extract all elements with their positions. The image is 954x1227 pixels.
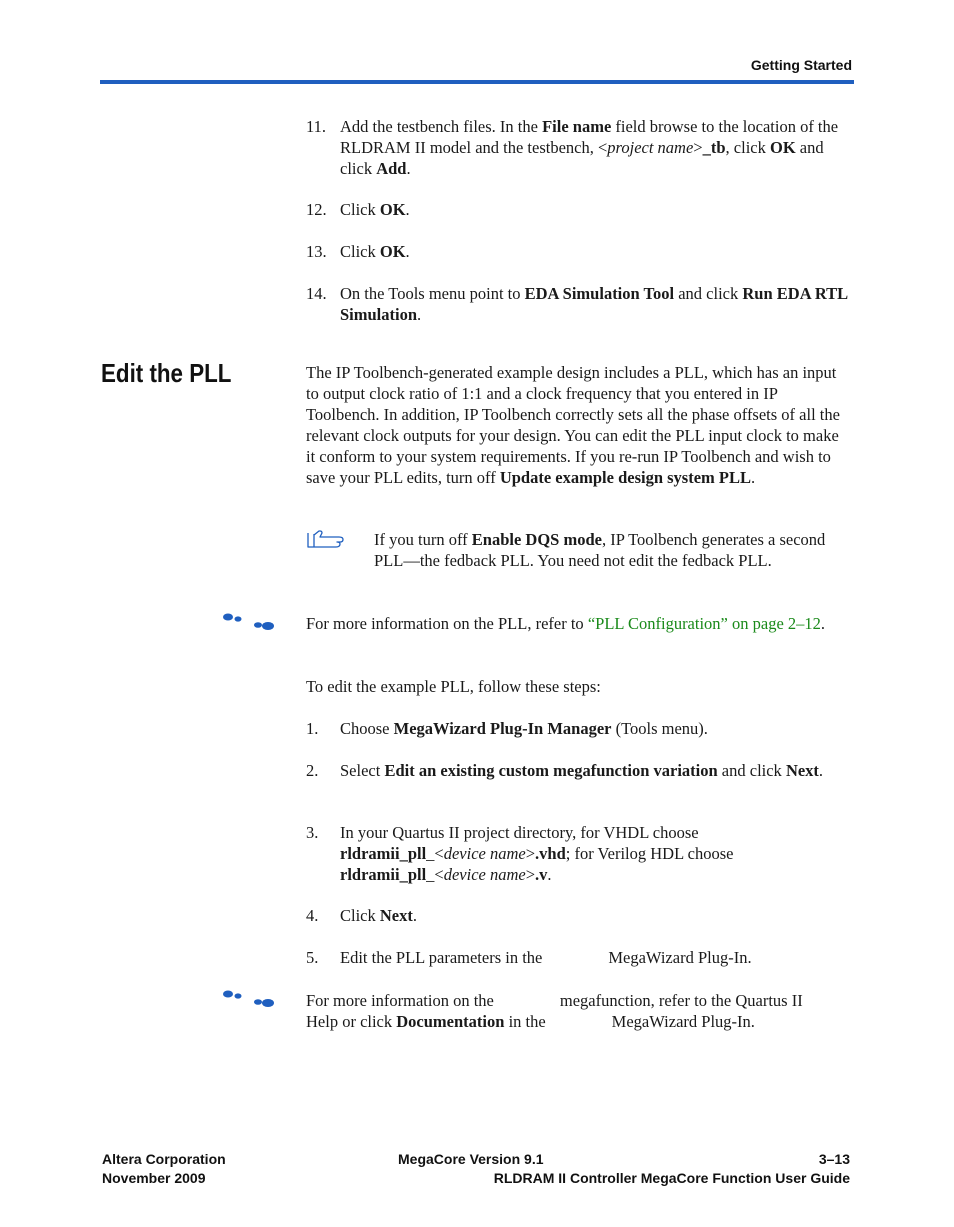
step-text: [340, 905, 850, 926]
text-run: and click: [340, 138, 824, 178]
text-run: , IP Toolbench generates a second PLL—the fedback PLL. You need not edit the fedback PLL.: [374, 530, 826, 570]
bold-term: Next: [379, 906, 413, 925]
text-run: .: [547, 865, 552, 884]
text-run: ; for Verilog HDL choose: [565, 844, 734, 863]
bold-term: Enable DQS mode: [471, 530, 602, 549]
step-number: 4.: [306, 906, 319, 925]
step-number: 11.: [306, 117, 327, 136]
step-number: 13.: [306, 242, 327, 261]
text-run: For more information on the PLL, refer to: [306, 614, 588, 633]
bold-term: Add: [376, 159, 407, 178]
step-14: [306, 283, 846, 327]
step-number: 14.: [306, 284, 327, 303]
bold-term: OK: [379, 242, 406, 261]
section-heading: Edit the PLL: [101, 358, 232, 388]
text-run: , click: [725, 138, 770, 157]
text-run: (Tools menu).: [611, 719, 708, 738]
step-3: [306, 822, 846, 888]
step-number: 3.: [306, 823, 319, 842]
text-run: Click: [340, 200, 380, 219]
bold-term: Documentation: [396, 1012, 505, 1031]
bold-term: MegaWizard Plug-In Manager: [393, 719, 612, 738]
bold-term: rldramii_pll: [340, 865, 427, 884]
text-run: and click: [717, 761, 786, 780]
steps-lead: To edit the example PLL, follow these steps:: [306, 677, 601, 696]
text-run: The IP Toolbench-generated example design includes a PLL, which has an input to output clock ratio of 1:1 and a clock frequency that you entered in IP Toolbench. In addition, IP Toolbench correctly sets all the phase offsets of all the relevant clock outputs for your design. You can edit the PLL input clock to make it conform to your system requirements. If you re-run IP Toolbench and wish to save your PLL edits, turn off: [306, 363, 840, 487]
reference-megafunction-help: [306, 990, 826, 1032]
text-run: .: [412, 906, 417, 925]
bold-term: File name: [542, 117, 612, 136]
note-text: [374, 529, 844, 571]
step-text: [340, 241, 850, 262]
footer-version: MegaCore Version 9.1: [398, 1151, 544, 1167]
bold-term: Run EDA RTL Simulation: [340, 284, 848, 324]
bold-term: OK: [379, 200, 406, 219]
header-rule: [100, 80, 854, 84]
italic-term: device name: [443, 865, 526, 884]
text-run: >: [525, 844, 536, 863]
text-run: .: [818, 761, 824, 780]
text-run: .: [405, 242, 410, 261]
text-run: Edit the PLL parameters in the MegaWizard Plug-In.: [340, 948, 752, 967]
text-run: .: [751, 468, 756, 487]
text-run: Click: [340, 242, 380, 261]
text-run: Choose: [340, 719, 394, 738]
text-run: If you turn off: [374, 530, 472, 549]
text-run: In your Quartus II project directory, for VHDL choose: [340, 823, 699, 842]
text-run: Add the testbench files. In the: [340, 117, 543, 136]
text-run: For more information on the megafunction, refer to the Quartus II Help or click: [306, 991, 807, 1031]
cross-reference-link[interactable]: “PLL Configuration” on page 2–12: [587, 614, 821, 633]
bold-term: Edit an existing custom megafunction variation: [384, 761, 718, 780]
step-text: [340, 822, 780, 885]
text-run: .: [820, 614, 826, 633]
italic-term: device name: [443, 844, 526, 863]
step-text: [340, 199, 850, 220]
step-text: [340, 718, 850, 739]
text-run: Select: [340, 761, 385, 780]
section-intro: [306, 362, 851, 488]
text-run: >: [693, 138, 703, 157]
step-1: [306, 718, 846, 740]
text-run: _<: [426, 865, 444, 884]
step-12: [306, 199, 846, 221]
step-text: [340, 760, 840, 781]
running-header: Getting Started: [750, 57, 852, 73]
bold-term: EDA Simulation Tool: [524, 284, 675, 303]
text-run: and click: [674, 284, 743, 303]
reference-pll-configuration: [306, 613, 826, 634]
bold-term: _tb: [702, 138, 726, 157]
footer-company: Altera Corporation: [102, 1151, 226, 1167]
footer-right: [494, 1150, 850, 1188]
text-run: .: [406, 159, 411, 178]
bold-term: Next: [785, 761, 819, 780]
text-run: .: [417, 305, 422, 324]
bold-term: .vhd: [535, 844, 566, 863]
step-number: 1.: [306, 719, 319, 738]
bold-term: .v: [535, 865, 548, 884]
step-5: [306, 947, 846, 969]
bold-term: Update example design system PLL: [499, 468, 752, 487]
text-run: _<: [426, 844, 444, 863]
step-text: [340, 116, 850, 179]
footer-doc-title: RLDRAM II Controller MegaCore Function User Guide: [493, 1170, 850, 1186]
text-run: Click: [340, 906, 380, 925]
text-run: On the Tools menu point to: [340, 284, 525, 303]
step-text: [340, 947, 850, 968]
text-run: field browse to the location of the RLDRAM II model and the testbench, <: [340, 117, 839, 157]
step-11: [306, 116, 846, 182]
footer-date: November 2009: [102, 1170, 206, 1186]
pointing-hand-icon: [306, 530, 344, 550]
text-run: in the MegaWizard Plug-In.: [504, 1012, 755, 1031]
step-text: [340, 283, 850, 325]
italic-term: project name: [607, 138, 694, 157]
step-number: 12.: [306, 200, 327, 219]
step-number: 2.: [306, 761, 319, 780]
bold-term: rldramii_pll: [340, 844, 427, 863]
footer-left: [102, 1150, 226, 1188]
text-run: .: [405, 200, 410, 219]
footprints-icon: [222, 989, 276, 1009]
text-run: >: [525, 865, 536, 884]
step-13: [306, 241, 846, 263]
bold-term: OK: [769, 138, 796, 157]
step-number: 5.: [306, 948, 319, 967]
page-number: 3–13: [818, 1151, 850, 1167]
step-4: [306, 905, 846, 927]
step-2: [306, 760, 846, 804]
footprints-icon: [222, 612, 276, 632]
